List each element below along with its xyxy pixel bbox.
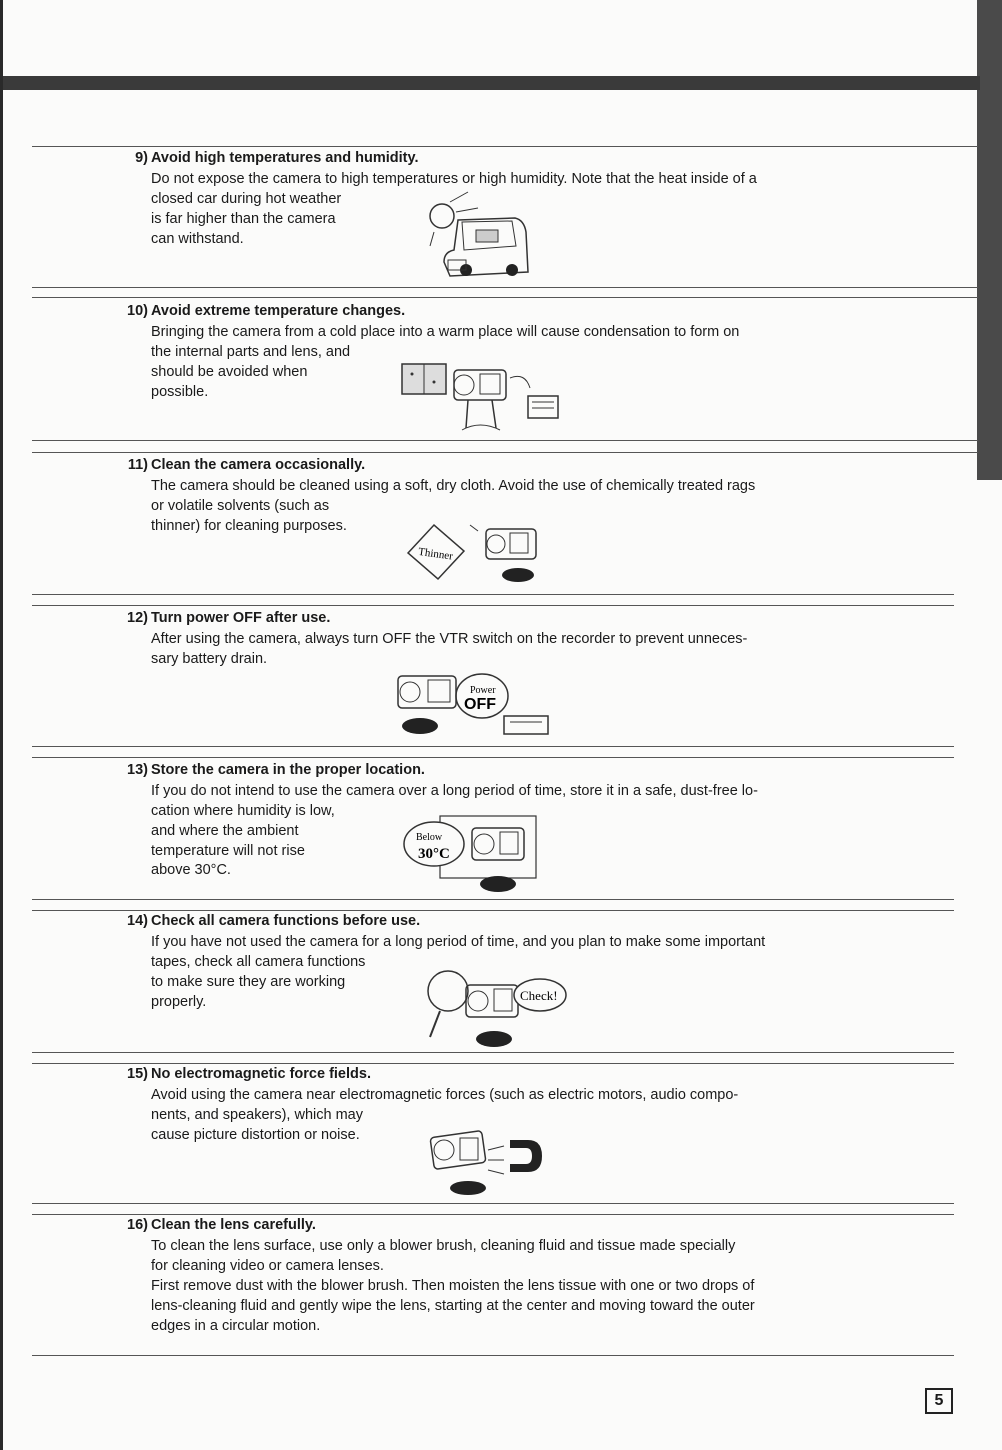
divider bbox=[32, 899, 954, 900]
item-title: Store the camera in the proper location. bbox=[151, 762, 425, 778]
header-band bbox=[3, 76, 980, 90]
thinner-can-illustration bbox=[404, 515, 554, 585]
item-text-line: To clean the lens surface, use only a blower brush, cleaning fluid and tissue made specially bbox=[151, 1238, 736, 1254]
item-title: Avoid extreme temperature changes. bbox=[151, 303, 406, 319]
item-text: tapes, check all camera functions to make sure they are working properly. bbox=[151, 954, 366, 1010]
item-number: 14) bbox=[127, 913, 148, 929]
hot-car-sun-illustration bbox=[420, 190, 540, 285]
item-text: cation where humidity is low, and where the ambient temperature will not rise above 30°C. bbox=[151, 803, 335, 879]
right-edge-blank bbox=[983, 480, 1002, 1450]
divider bbox=[32, 910, 954, 911]
item-title: Turn power OFF after use. bbox=[151, 610, 331, 626]
divider bbox=[32, 297, 978, 298]
item-text: sary battery drain. bbox=[151, 651, 268, 667]
divider bbox=[32, 1214, 954, 1215]
item-text: or volatile solvents (such as thinner) for cleaning purposes. bbox=[151, 498, 347, 534]
item-text-line: First remove dust with the blower brush. Then moisten the lens tissue with one or two drops of bbox=[151, 1278, 755, 1294]
item-text-line: If you have not used the camera for a long period of time, and you plan to make some important bbox=[151, 934, 766, 950]
page-left-edge bbox=[0, 0, 3, 1450]
item-text-line: Avoid using the camera near electromagnetic forces (such as electric motors, audio compo- bbox=[151, 1087, 739, 1103]
page-number: 5 bbox=[925, 1388, 953, 1414]
divider bbox=[32, 1052, 954, 1053]
divider bbox=[32, 146, 978, 147]
divider bbox=[32, 746, 954, 747]
item-text-line: edges in a circular motion. bbox=[151, 1318, 321, 1334]
storage-temperature-illustration bbox=[400, 812, 540, 894]
item-text-line: Bringing the camera from a cold place into a warm place will cause condensation to form on bbox=[151, 324, 740, 340]
power-label: Power bbox=[470, 685, 496, 696]
power-off-illustration bbox=[392, 666, 552, 741]
check-label: Check! bbox=[520, 988, 558, 1003]
item-text-line: for cleaning video or camera lenses. bbox=[151, 1258, 384, 1274]
item-number: 13) bbox=[127, 762, 148, 778]
divider bbox=[32, 287, 978, 288]
condensation-illustration bbox=[400, 358, 565, 438]
right-edge-tab bbox=[977, 0, 1002, 480]
divider bbox=[32, 1063, 954, 1064]
item-number: 15) bbox=[127, 1066, 148, 1082]
electromagnet-illustration bbox=[428, 1120, 548, 1198]
thinner-label: Thinner bbox=[417, 545, 454, 563]
item-number: 11) bbox=[127, 457, 148, 473]
item-number: 16) bbox=[127, 1217, 148, 1233]
item-text: nents, and speakers), which may cause picture distortion or noise. bbox=[151, 1107, 363, 1143]
below-label: Below bbox=[416, 832, 443, 843]
item-title: Check all camera functions before use. bbox=[151, 913, 421, 929]
item-title: Avoid high temperatures and humidity. bbox=[151, 150, 419, 166]
item-text-line: lens-cleaning fluid and gently wipe the lens, starting at the center and moving toward the outer bbox=[151, 1298, 755, 1314]
item-number: 10) bbox=[127, 303, 148, 319]
check-functions-illustration bbox=[420, 961, 570, 1051]
divider bbox=[32, 1203, 954, 1204]
item-title: Clean the camera occasionally. bbox=[151, 457, 366, 473]
item-text-line: The camera should be cleaned using a soft, dry cloth. Avoid the use of chemically treated rags bbox=[151, 478, 756, 494]
item-text: closed car during hot weather is far higher than the camera can withstand. bbox=[151, 191, 342, 247]
item-title: No electromagnetic force fields. bbox=[151, 1066, 371, 1082]
off-label: OFF bbox=[464, 696, 496, 713]
divider bbox=[32, 594, 954, 595]
item-text-line: If you do not intend to use the camera over a long period of time, store it in a safe, dust-free lo- bbox=[151, 783, 758, 799]
item-text-line: Do not expose the camera to high temperatures or high humidity. Note that the heat inside of a bbox=[151, 171, 757, 187]
item-number: 9) bbox=[135, 150, 148, 166]
divider bbox=[32, 1355, 954, 1356]
divider bbox=[32, 452, 978, 453]
item-number: 12) bbox=[127, 610, 148, 626]
divider bbox=[32, 440, 978, 441]
item-text: the internal parts and lens, and should be avoided when possible. bbox=[151, 344, 351, 400]
temperature-label: 30°C bbox=[418, 846, 450, 862]
item-text-line: After using the camera, always turn OFF the VTR switch on the recorder to prevent unneces- bbox=[151, 631, 748, 647]
divider bbox=[32, 757, 954, 758]
divider bbox=[32, 605, 954, 606]
item-title: Clean the lens carefully. bbox=[151, 1217, 316, 1233]
